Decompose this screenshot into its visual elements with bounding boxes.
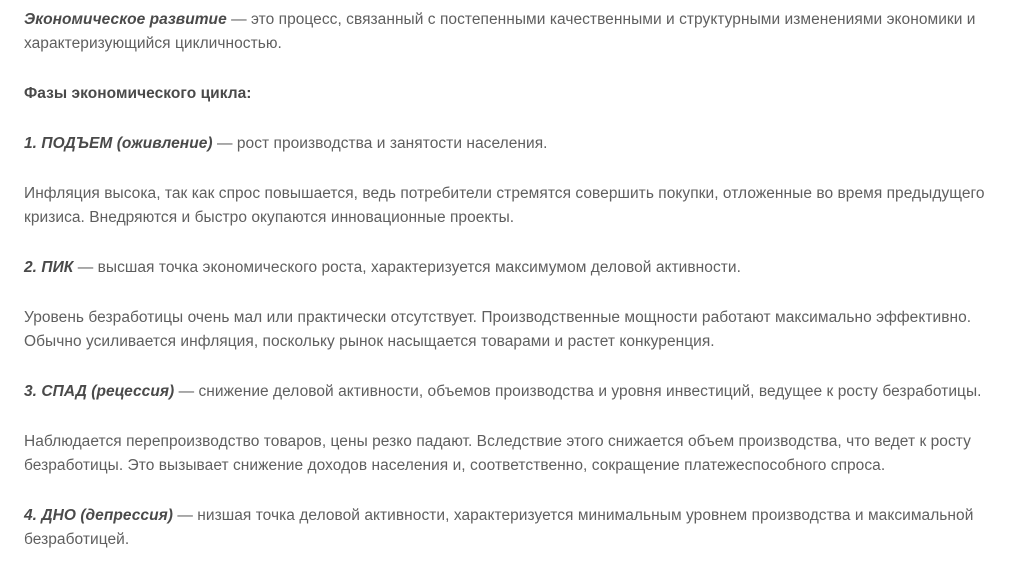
- section-heading: Фазы экономического цикла:: [24, 85, 252, 102]
- phase-definition-text: — снижение деловой активности, объемов производства и уровня инвестиций, ведущее к росту безработицы.: [174, 383, 982, 400]
- phase-definition: [24, 132, 1000, 156]
- intro-paragraph: [24, 8, 1000, 56]
- phase-definition: [24, 504, 1000, 552]
- phase-term: 2. ПИК: [24, 259, 74, 276]
- phase-definition: [24, 256, 1000, 280]
- phase-definition-text: — низшая точка деловой активности, характеризуется минимальным уровнем производства и максимальной безработицей.: [24, 507, 974, 548]
- phase-definition: [24, 380, 1000, 404]
- phase-description: Уровень безработицы очень мал или практически отсутствует. Производственные мощности работают максимально эффективно. Обычно усиливается инфляция, поскольку рынок насыщается товарами и растет конкуренция.: [24, 309, 972, 350]
- phase-definition-text: — высшая точка экономического роста, характеризуется максимумом деловой активности.: [73, 259, 741, 276]
- phase-description: Наблюдается перепроизводство товаров, цены резко падают. Вследствие этого снижается объем производства, что ведет к росту безработицы. Это вызывает снижение доходов населения и, соответственно, сокращение платежеспособного спроса.: [24, 433, 971, 474]
- phase-description: Инфляция высока, так как спрос повышается, ведь потребители стремятся совершить покупки, отложенные во время предыдущего кризиса. Внедряются и быстро окупаются инновационные проекты.: [24, 185, 985, 226]
- phase-term: 4. ДНО (депрессия): [24, 507, 173, 524]
- phase-definition-text: — рост производства и занятости населения.: [212, 135, 548, 152]
- intro-term: Экономическое развитие: [24, 11, 227, 28]
- phase-term: 1. ПОДЪЕМ (оживление): [24, 135, 213, 152]
- intro-text: — это процесс, связанный с постепенными качественными и структурными изменениями экономики и характеризующийся цикличностью.: [24, 11, 976, 52]
- phase-term: 3. СПАД (рецессия): [24, 383, 175, 400]
